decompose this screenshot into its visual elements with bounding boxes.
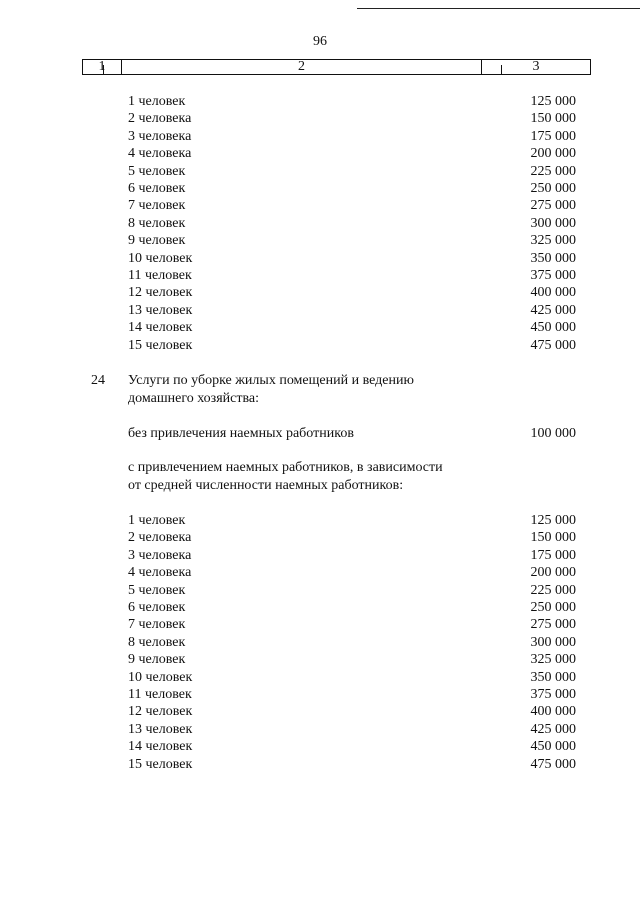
amount-value: 175 000 <box>530 128 576 144</box>
list-item <box>128 582 576 599</box>
employee-count-label: 14 человек <box>128 320 193 336</box>
without-hired-value: 100 000 <box>530 426 576 441</box>
employee-count-label: 11 человек <box>128 268 192 283</box>
column-header-tick <box>501 65 502 74</box>
employee-count-label: 11 человек <box>128 687 192 702</box>
list-item <box>128 163 576 180</box>
column-header-1: 1 <box>83 60 122 74</box>
employee-count-label: 7 человек <box>128 617 186 633</box>
item-number: 24 <box>91 373 105 388</box>
list-item <box>128 738 576 755</box>
employee-count-label: 9 человек <box>128 652 186 668</box>
list-item <box>128 547 576 564</box>
list-item <box>128 232 576 249</box>
employee-count-label: 5 человек <box>128 582 186 598</box>
amount-value: 275 000 <box>530 198 576 214</box>
with-hired-line-1: с привлечением наемных работников, в зависимости <box>128 460 443 475</box>
amount-value: 225 000 <box>530 163 576 179</box>
employee-count-label: 14 человек <box>128 739 193 755</box>
amount-value: 475 000 <box>530 756 576 772</box>
item-title-line-1: Услуги по уборке жилых помещений и ведению <box>128 373 414 388</box>
employee-count-label: 8 человек <box>128 634 186 650</box>
column-header-3: 3 <box>532 59 540 74</box>
amount-value: 350 000 <box>530 669 576 685</box>
amount-value: 225 000 <box>530 582 576 598</box>
list-item <box>128 250 576 267</box>
amount-value: 150 000 <box>530 111 576 127</box>
amount-value: 150 000 <box>530 530 576 546</box>
employee-count-label: 1 человек <box>128 513 186 528</box>
list-item <box>128 703 576 720</box>
amount-value: 250 000 <box>530 600 576 615</box>
list-item <box>128 651 576 668</box>
amount-value: 325 000 <box>530 233 576 249</box>
list-item <box>128 93 576 110</box>
list-item <box>128 128 576 145</box>
top-rule <box>357 8 640 9</box>
employee-count-label: 15 человек <box>128 337 193 353</box>
list-item <box>128 284 576 301</box>
amount-value: 450 000 <box>530 739 576 755</box>
without-hired-row <box>128 425 576 442</box>
list-item <box>128 529 576 546</box>
list-item <box>128 564 576 581</box>
employee-count-label: 3 человека <box>128 128 192 144</box>
amount-value: 375 000 <box>530 687 576 702</box>
employee-count-label: 6 человек <box>128 600 186 615</box>
amount-value: 175 000 <box>530 547 576 563</box>
list-item <box>128 599 576 616</box>
amount-value: 250 000 <box>530 181 576 196</box>
list-item <box>128 319 576 336</box>
list-item <box>128 337 576 354</box>
list-item <box>128 180 576 197</box>
page-number: 96 <box>313 34 327 49</box>
employee-count-label: 13 человек <box>128 302 193 318</box>
employee-count-label: 3 человека <box>128 547 192 563</box>
with-hired-line-2: от средней численности наемных работников: <box>128 478 404 493</box>
column-header-tick <box>103 65 104 74</box>
employee-count-label: 6 человек <box>128 181 186 196</box>
amount-value: 425 000 <box>530 302 576 318</box>
list-item <box>128 302 576 319</box>
list-item <box>128 267 576 284</box>
amount-value: 200 000 <box>530 565 576 581</box>
amount-value: 400 000 <box>530 704 576 720</box>
employee-count-label: 2 человека <box>128 530 192 546</box>
employee-count-label: 15 человек <box>128 756 193 772</box>
amount-value: 450 000 <box>530 320 576 336</box>
employee-count-label: 4 человека <box>128 146 192 162</box>
amount-value: 200 000 <box>530 146 576 162</box>
list-item <box>128 686 576 703</box>
amount-value: 375 000 <box>530 268 576 283</box>
without-hired-label: без привлечения наемных работников <box>128 426 354 441</box>
column-header-2: 2 <box>122 60 482 74</box>
list-item <box>128 756 576 773</box>
employee-count-label: 10 человек <box>128 250 193 266</box>
list-item <box>128 721 576 738</box>
list-item <box>128 197 576 214</box>
list-item <box>128 634 576 651</box>
employee-count-label: 1 человек <box>128 94 186 109</box>
list-item <box>128 616 576 633</box>
list-item <box>128 145 576 162</box>
employee-count-label: 12 человек <box>128 704 193 720</box>
amount-value: 300 000 <box>530 634 576 650</box>
amount-value: 300 000 <box>530 215 576 231</box>
list-item <box>128 110 576 127</box>
amount-value: 275 000 <box>530 617 576 633</box>
amount-value: 400 000 <box>530 285 576 301</box>
column-header-row <box>82 59 591 75</box>
list-item <box>128 215 576 232</box>
employee-count-label: 12 человек <box>128 285 193 301</box>
item-title-line-2: домашнего хозяйства: <box>128 391 260 406</box>
employee-count-label: 5 человек <box>128 163 186 179</box>
employee-count-label: 4 человека <box>128 565 192 581</box>
amount-value: 475 000 <box>530 337 576 353</box>
amount-value: 350 000 <box>530 250 576 266</box>
employee-count-label: 10 человек <box>128 669 193 685</box>
amount-value: 425 000 <box>530 721 576 737</box>
list-item <box>128 512 576 529</box>
employee-count-label: 9 человек <box>128 233 186 249</box>
amount-value: 125 000 <box>530 513 576 528</box>
amount-value: 325 000 <box>530 652 576 668</box>
amount-value: 125 000 <box>530 94 576 109</box>
employee-count-label: 7 человек <box>128 198 186 214</box>
employee-count-label: 2 человека <box>128 111 192 127</box>
employee-count-label: 13 человек <box>128 721 193 737</box>
employee-count-label: 8 человек <box>128 215 186 231</box>
list-item <box>128 669 576 686</box>
